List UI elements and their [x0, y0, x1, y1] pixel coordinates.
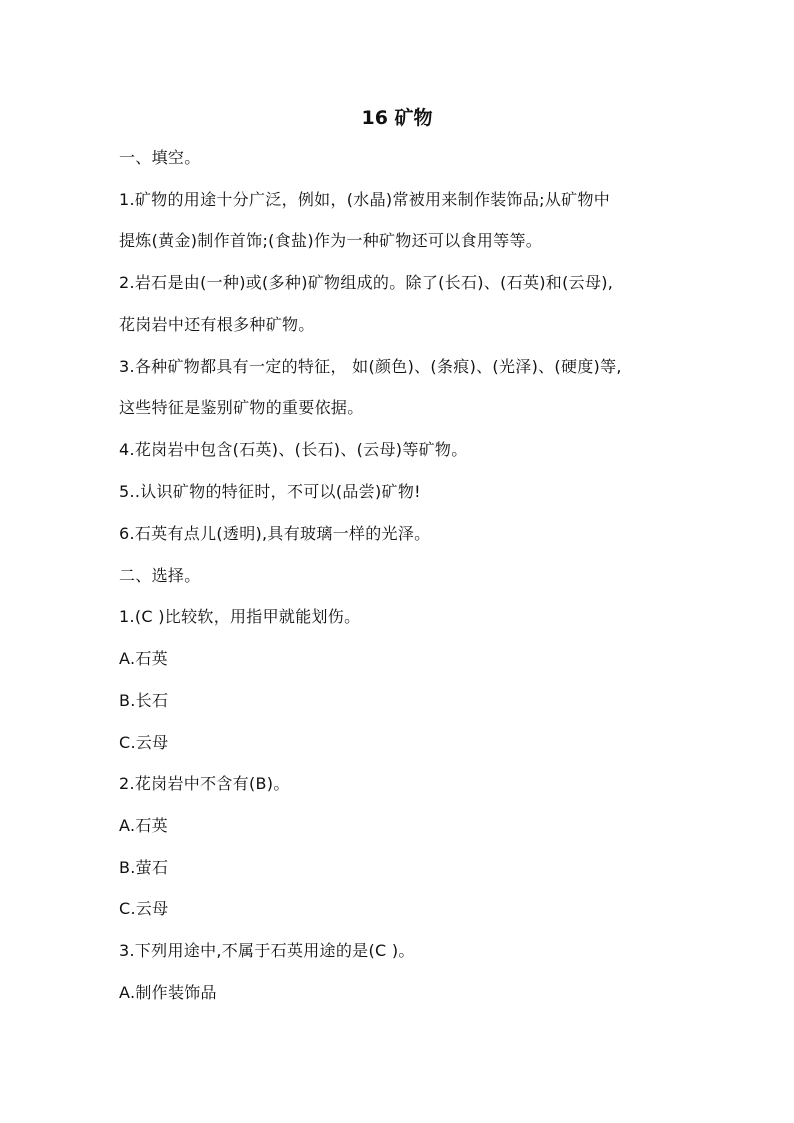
question-text: 2.岩石是由(一种)或(多种)矿物组成的。除了(长石)、(石英)和(云母), — [119, 273, 614, 292]
question-text: 6.石英有点儿(透明),具有玻璃一样的光泽。 — [119, 524, 431, 543]
answer-option: A.石英 — [119, 816, 168, 835]
question-text: 4.花岗岩中包含(石英)、(长石)、(云母)等矿物。 — [119, 440, 468, 459]
question-text: 提炼(黄金)制作首饰;(食盐)作为一种矿物还可以食用等等。 — [119, 231, 543, 250]
question-text: 1.矿物的用途十分广泛，例如，(水晶)常被用来制作装饰品;从矿物中 — [119, 190, 611, 209]
answer-option: A.制作装饰品 — [119, 983, 217, 1002]
section-heading-fill-blank: 一、填空。 — [119, 148, 201, 167]
question-text: 这些特征是鉴别矿物的重要依据。 — [119, 398, 364, 417]
answer-option: C.云母 — [119, 899, 169, 918]
answer-option: B.萤石 — [119, 858, 169, 877]
answer-option: B.长石 — [119, 691, 169, 710]
question-text: 3.各种矿物都具有一定的特征， 如(颜色)、(条痕)、(光泽)、(硬度)等, — [119, 357, 622, 376]
question-text: 5..认识矿物的特征时，不可以(品尝)矿物! — [119, 482, 421, 501]
question-text: 3.下列用途中,不属于石英用途的是(C )。 — [119, 941, 415, 960]
section-heading-choice: 二、选择。 — [119, 566, 201, 585]
answer-option: A.石英 — [119, 649, 168, 668]
answer-option: C.云母 — [119, 733, 169, 752]
question-text: 1.(C )比较软，用指甲就能划伤。 — [119, 607, 361, 626]
page-title: 16 矿物 — [361, 107, 433, 129]
question-text: 花岗岩中还有根多种矿物。 — [119, 315, 315, 334]
question-text: 2.花岗岩中不含有(B)。 — [119, 774, 290, 793]
